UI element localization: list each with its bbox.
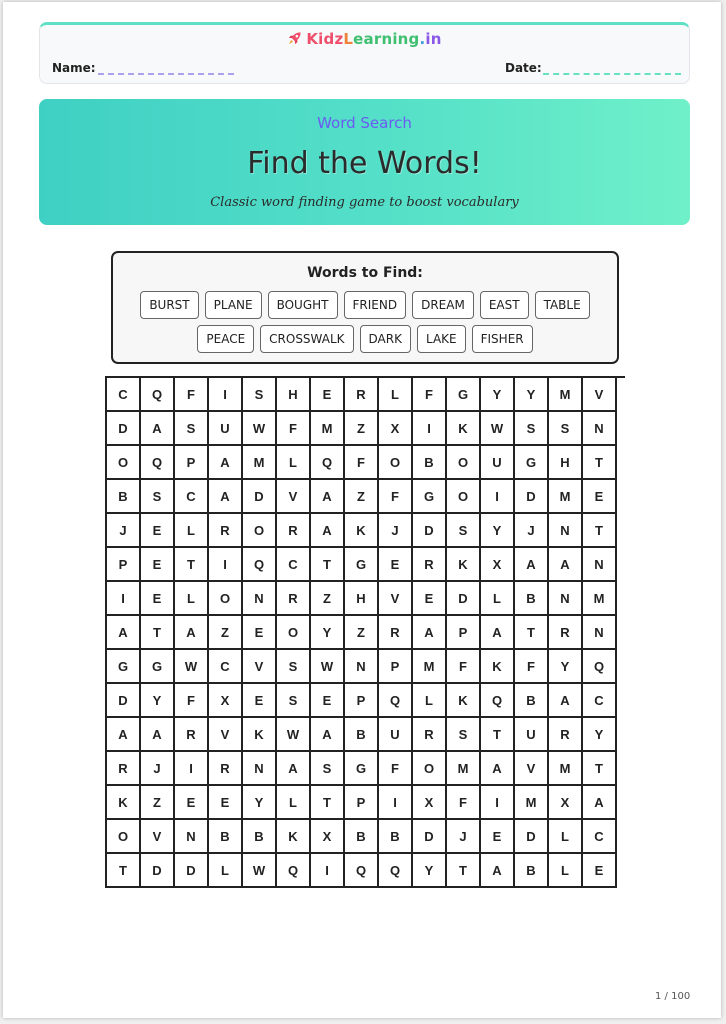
grid-cell[interactable]: E (243, 616, 277, 650)
grid-cell[interactable]: I (481, 480, 515, 514)
brand-text-kidz: Kidz (306, 30, 344, 48)
grid-cell[interactable]: B (107, 480, 141, 514)
grid-cell[interactable]: C (277, 548, 311, 582)
grid-cell[interactable]: M (447, 752, 481, 786)
grid-cell[interactable]: M (549, 378, 583, 412)
grid-cell[interactable]: B (515, 854, 549, 888)
grid-cell[interactable]: F (447, 786, 481, 820)
grid-cell[interactable]: D (447, 582, 481, 616)
date-label: Date: (505, 61, 542, 75)
grid-cell[interactable]: Z (141, 786, 175, 820)
grid-cell[interactable]: J (141, 752, 175, 786)
word-chip: DARK (360, 325, 411, 353)
grid-cell[interactable]: V (209, 718, 243, 752)
grid-cell[interactable]: A (549, 684, 583, 718)
grid-cell[interactable]: H (345, 582, 379, 616)
grid-cell[interactable]: B (345, 820, 379, 854)
grid-cell[interactable]: A (481, 752, 515, 786)
grid-cell[interactable]: A (481, 854, 515, 888)
title-banner (39, 99, 690, 225)
grid-cell[interactable]: P (447, 616, 481, 650)
grid-cell[interactable]: V (141, 820, 175, 854)
grid-cell[interactable]: N (583, 548, 617, 582)
grid-cell[interactable]: W (277, 718, 311, 752)
grid-cell[interactable]: I (175, 752, 209, 786)
grid-cell[interactable]: O (107, 446, 141, 480)
grid-cell[interactable]: O (379, 446, 413, 480)
grid-cell[interactable]: Q (141, 378, 175, 412)
grid-cell[interactable]: D (515, 820, 549, 854)
grid-cell[interactable]: D (413, 820, 447, 854)
grid-cell[interactable]: G (345, 752, 379, 786)
word-chip: BURST (140, 291, 198, 319)
word-list-row-2 (113, 325, 617, 353)
grid-cell[interactable]: A (311, 514, 345, 548)
grid-cell[interactable]: E (311, 378, 345, 412)
grid-cell[interactable]: E (141, 582, 175, 616)
grid-cell[interactable]: Q (243, 548, 277, 582)
grid-cell[interactable]: T (311, 786, 345, 820)
word-search-grid (105, 376, 625, 888)
grid-cell[interactable]: Y (549, 650, 583, 684)
grid-cell[interactable]: F (379, 752, 413, 786)
name-write-line[interactable] (98, 73, 234, 75)
grid-cell[interactable]: T (481, 718, 515, 752)
word-chip: FRIEND (344, 291, 407, 319)
grid-cell[interactable]: Q (311, 446, 345, 480)
grid-cell[interactable]: W (481, 412, 515, 446)
grid-cell[interactable]: J (515, 514, 549, 548)
grid-cell[interactable]: N (345, 650, 379, 684)
grid-cell[interactable]: S (549, 412, 583, 446)
grid-cell[interactable]: D (515, 480, 549, 514)
grid-cell[interactable]: I (209, 378, 243, 412)
word-chip: BOUGHT (268, 291, 338, 319)
grid-cell[interactable]: E (209, 786, 243, 820)
word-chip: PEACE (197, 325, 254, 353)
grid-cell[interactable]: V (583, 378, 617, 412)
grid-cell[interactable]: S (277, 650, 311, 684)
grid-cell[interactable]: W (243, 412, 277, 446)
word-chip: DREAM (412, 291, 474, 319)
grid-cell[interactable]: A (549, 548, 583, 582)
grid-cell[interactable]: S (447, 718, 481, 752)
grid-cell[interactable]: O (209, 582, 243, 616)
grid-cell[interactable]: T (311, 548, 345, 582)
grid-cell[interactable]: Y (481, 514, 515, 548)
page-number: 1 / 100 (655, 991, 691, 1002)
grid-cell[interactable]: K (481, 650, 515, 684)
grid-cell[interactable]: A (209, 480, 243, 514)
grid-cell[interactable]: B (345, 718, 379, 752)
grid-cell[interactable]: M (549, 752, 583, 786)
grid-cell[interactable]: J (379, 514, 413, 548)
grid-cell[interactable]: N (583, 616, 617, 650)
grid-cell[interactable]: V (243, 650, 277, 684)
grid-cell[interactable]: L (549, 820, 583, 854)
grid-cell[interactable]: O (107, 820, 141, 854)
grid-cell[interactable]: F (345, 446, 379, 480)
brand-text-in: in (425, 30, 442, 48)
word-chip: TABLE (535, 291, 590, 319)
grid-cell[interactable]: Z (311, 582, 345, 616)
grid-cell[interactable]: W (311, 650, 345, 684)
grid-cell[interactable]: F (175, 378, 209, 412)
grid-cell[interactable]: Q (583, 650, 617, 684)
grid-cell[interactable]: T (583, 446, 617, 480)
grid-cell[interactable]: F (379, 480, 413, 514)
grid-cell[interactable]: T (583, 514, 617, 548)
grid-cell[interactable]: F (515, 650, 549, 684)
activity-type: Word Search (317, 114, 412, 132)
grid-cell[interactable]: M (311, 412, 345, 446)
grid-cell[interactable]: E (243, 684, 277, 718)
grid-cell[interactable]: U (481, 446, 515, 480)
grid-cell[interactable]: C (107, 378, 141, 412)
grid-cell[interactable]: E (141, 548, 175, 582)
grid-cell[interactable]: X (379, 412, 413, 446)
grid-cell[interactable]: D (175, 854, 209, 888)
page-subtitle: Classic word finding game to boost vocabulary (210, 195, 519, 210)
grid-cell[interactable]: N (549, 514, 583, 548)
grid-cell[interactable]: I (481, 786, 515, 820)
word-chip: FISHER (472, 325, 533, 353)
grid-cell[interactable]: Z (345, 480, 379, 514)
grid-cell[interactable]: A (413, 616, 447, 650)
grid-cell[interactable]: I (209, 548, 243, 582)
grid-cell[interactable]: S (277, 684, 311, 718)
grid-cell[interactable]: X (481, 548, 515, 582)
word-chip: EAST (480, 291, 529, 319)
grid-cell[interactable]: L (175, 582, 209, 616)
grid-cell[interactable]: L (481, 582, 515, 616)
grid-cell[interactable]: T (447, 854, 481, 888)
grid-cell[interactable]: Q (379, 854, 413, 888)
grid-cell[interactable]: X (549, 786, 583, 820)
grid-cell[interactable]: B (209, 820, 243, 854)
grid-cell[interactable]: Q (345, 854, 379, 888)
grid-cell[interactable]: O (447, 480, 481, 514)
grid-cell[interactable]: Y (583, 718, 617, 752)
grid-cell[interactable]: U (379, 718, 413, 752)
grid-cell[interactable]: R (549, 616, 583, 650)
grid-cell[interactable]: M (243, 446, 277, 480)
grid-cell[interactable]: F (175, 684, 209, 718)
grid-cell[interactable]: G (345, 548, 379, 582)
rocket-icon (287, 31, 302, 50)
brand-text-earning: earning (353, 30, 420, 48)
grid-cell[interactable]: L (209, 854, 243, 888)
grid-cell[interactable]: O (243, 514, 277, 548)
grid-cell[interactable]: N (243, 752, 277, 786)
grid-cell[interactable]: Y (141, 684, 175, 718)
grid-cell[interactable]: Y (243, 786, 277, 820)
grid-cell[interactable]: S (141, 480, 175, 514)
grid-cell[interactable]: M (549, 480, 583, 514)
grid-cell[interactable]: B (413, 446, 447, 480)
grid-cell[interactable]: Q (379, 684, 413, 718)
grid-cell[interactable]: Y (413, 854, 447, 888)
grid-cell[interactable]: E (311, 684, 345, 718)
grid-cell[interactable]: A (107, 718, 141, 752)
grid-cell[interactable]: P (345, 786, 379, 820)
grid-cell[interactable]: N (243, 582, 277, 616)
grid-cell[interactable]: H (277, 378, 311, 412)
grid-cell[interactable]: B (379, 820, 413, 854)
grid-cell[interactable]: W (243, 854, 277, 888)
grid-cell[interactable]: K (447, 684, 481, 718)
word-chip: PLANE (205, 291, 262, 319)
grid-cell[interactable]: R (379, 616, 413, 650)
grid-cell[interactable]: T (107, 854, 141, 888)
grid-cell[interactable]: S (175, 412, 209, 446)
grid-cell[interactable]: T (175, 548, 209, 582)
grid-cell[interactable]: E (175, 786, 209, 820)
grid-cell[interactable]: M (413, 650, 447, 684)
grid-cell[interactable]: I (379, 786, 413, 820)
grid-cell[interactable]: G (447, 378, 481, 412)
grid-cell[interactable]: E (413, 582, 447, 616)
grid-cell[interactable]: X (311, 820, 345, 854)
grid-cell[interactable]: A (311, 480, 345, 514)
grid-cell[interactable]: I (413, 412, 447, 446)
grid-cell[interactable]: U (515, 718, 549, 752)
grid-cell[interactable]: D (243, 480, 277, 514)
grid-cell[interactable]: R (107, 752, 141, 786)
grid-cell[interactable]: B (515, 582, 549, 616)
grid-cell[interactable]: D (413, 514, 447, 548)
grid-cell[interactable]: V (515, 752, 549, 786)
word-list-row-1 (113, 291, 617, 319)
grid-cell[interactable]: P (175, 446, 209, 480)
grid-cell[interactable]: C (583, 684, 617, 718)
grid-cell[interactable]: T (141, 616, 175, 650)
grid-cell[interactable]: A (515, 548, 549, 582)
grid-cell[interactable]: R (277, 514, 311, 548)
grid-cell[interactable]: A (141, 718, 175, 752)
grid-cell[interactable]: A (175, 616, 209, 650)
grid-cell[interactable]: V (277, 480, 311, 514)
grid-cell[interactable]: G (515, 446, 549, 480)
grid-cell[interactable]: O (447, 446, 481, 480)
grid-cell[interactable]: S (447, 514, 481, 548)
grid-cell[interactable]: E (583, 480, 617, 514)
grid-cell[interactable]: X (413, 786, 447, 820)
grid-cell[interactable]: Y (311, 616, 345, 650)
grid-cell[interactable]: K (277, 820, 311, 854)
grid-cell[interactable]: A (481, 616, 515, 650)
grid-cell[interactable]: D (141, 854, 175, 888)
grid-cell[interactable]: R (549, 718, 583, 752)
grid-cell[interactable]: Z (345, 412, 379, 446)
grid-cell[interactable]: L (379, 378, 413, 412)
brand-text-l: L (343, 30, 354, 48)
grid-cell[interactable]: E (583, 854, 617, 888)
grid-cell[interactable]: N (175, 820, 209, 854)
grid-cell[interactable]: L (277, 786, 311, 820)
name-label: Name: (52, 61, 96, 75)
grid-cell[interactable]: R (413, 718, 447, 752)
grid-cell[interactable]: X (209, 684, 243, 718)
grid-cell[interactable]: A (107, 616, 141, 650)
grid-cell[interactable]: N (549, 582, 583, 616)
grid-cell[interactable]: A (209, 446, 243, 480)
grid-cell[interactable]: B (515, 684, 549, 718)
grid-cell[interactable]: F (413, 378, 447, 412)
word-chip: LAKE (417, 325, 466, 353)
grid-cell[interactable]: M (583, 582, 617, 616)
grid-cell[interactable]: A (277, 752, 311, 786)
grid-cell[interactable]: P (107, 548, 141, 582)
word-chip: CROSSWALK (260, 325, 353, 353)
grid-cell[interactable]: I (107, 582, 141, 616)
grid-cell[interactable]: J (447, 820, 481, 854)
grid-cell[interactable]: K (243, 718, 277, 752)
word-list-title: Words to Find: (307, 265, 423, 281)
grid-cell[interactable]: O (413, 752, 447, 786)
grid-cell[interactable]: F (447, 650, 481, 684)
grid-cell[interactable]: R (175, 718, 209, 752)
date-write-line[interactable] (543, 73, 681, 75)
grid-cell[interactable]: Q (141, 446, 175, 480)
grid-cell[interactable]: V (379, 582, 413, 616)
grid-cell[interactable]: R (209, 514, 243, 548)
grid-cell[interactable]: G (107, 650, 141, 684)
grid-cell[interactable]: Q (481, 684, 515, 718)
grid-cell[interactable]: L (413, 684, 447, 718)
grid-cell[interactable]: U (209, 412, 243, 446)
grid-cell[interactable]: C (175, 480, 209, 514)
grid-cell[interactable]: S (515, 412, 549, 446)
brand-logo (40, 30, 689, 50)
grid-cell[interactable]: G (413, 480, 447, 514)
grid-cell[interactable]: O (277, 616, 311, 650)
grid-cell[interactable]: H (549, 446, 583, 480)
grid-cell[interactable]: R (277, 582, 311, 616)
grid-cell[interactable]: S (243, 378, 277, 412)
grid-cell[interactable]: W (175, 650, 209, 684)
grid-cell[interactable]: K (447, 412, 481, 446)
grid-cell[interactable]: Z (209, 616, 243, 650)
grid-cell[interactable]: G (141, 650, 175, 684)
page-title: Find the Words! (247, 146, 482, 181)
grid-cell[interactable]: J (107, 514, 141, 548)
grid-cell[interactable]: A (141, 412, 175, 446)
grid-cell[interactable]: K (447, 548, 481, 582)
grid-cell[interactable]: R (413, 548, 447, 582)
grid-cell[interactable]: S (311, 752, 345, 786)
grid-cell[interactable]: N (583, 412, 617, 446)
grid-cell[interactable]: D (107, 412, 141, 446)
grid-cell[interactable]: Q (277, 854, 311, 888)
grid-cell[interactable]: E (481, 820, 515, 854)
grid-cell[interactable]: E (141, 514, 175, 548)
grid-cell[interactable]: Z (345, 616, 379, 650)
header-card (39, 22, 690, 84)
grid-cell[interactable]: L (549, 854, 583, 888)
grid-cell[interactable]: P (345, 684, 379, 718)
grid-cell[interactable]: P (379, 650, 413, 684)
grid-cell[interactable]: Y (481, 378, 515, 412)
grid-cell[interactable]: B (243, 820, 277, 854)
grid-cell[interactable]: A (311, 718, 345, 752)
grid-cell[interactable]: C (209, 650, 243, 684)
grid-cell[interactable]: C (583, 820, 617, 854)
grid-cell[interactable]: K (345, 514, 379, 548)
grid-cell[interactable]: A (583, 786, 617, 820)
grid-cell[interactable]: E (379, 548, 413, 582)
grid-cell[interactable]: I (311, 854, 345, 888)
worksheet-page (3, 2, 721, 1018)
grid-cell[interactable]: R (345, 378, 379, 412)
brand-text-dot: . (419, 30, 426, 48)
grid-cell[interactable]: K (107, 786, 141, 820)
grid-cell[interactable]: L (277, 446, 311, 480)
grid-cell[interactable]: R (209, 752, 243, 786)
grid-cell[interactable]: M (515, 786, 549, 820)
grid-cell[interactable]: Y (515, 378, 549, 412)
grid-cell[interactable]: F (277, 412, 311, 446)
grid-cell[interactable]: L (175, 514, 209, 548)
grid-cell[interactable]: D (107, 684, 141, 718)
grid-cell[interactable]: T (583, 752, 617, 786)
word-list-box (111, 251, 619, 364)
grid-cell[interactable]: T (515, 616, 549, 650)
